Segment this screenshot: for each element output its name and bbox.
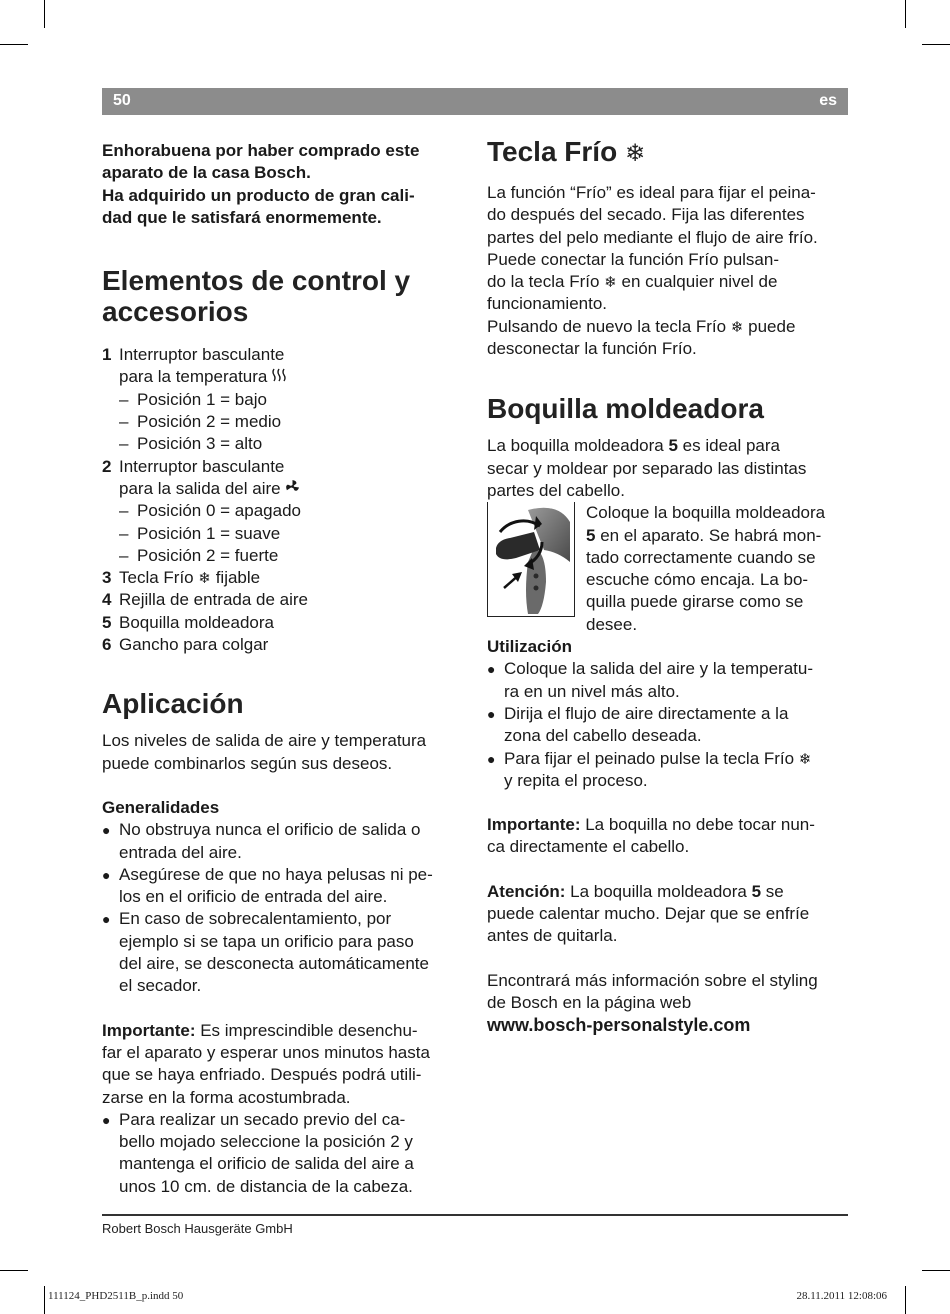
- intro-line: Ha adquirido un producto de gran cali-: [102, 185, 415, 205]
- text-line: mantenga el orificio de salida del aire a: [119, 1154, 414, 1174]
- crop-mark: [905, 0, 906, 28]
- heat-icon: [272, 367, 286, 385]
- boquilla-heading: Boquilla moldeadora: [487, 393, 764, 425]
- text-line: La función “Frío” es ideal para fijar el peina-: [487, 183, 816, 202]
- text-line: secar y moldear por separado las distintas: [487, 458, 807, 478]
- text-line: antes de quitarla.: [487, 926, 618, 946]
- utilizacion-heading: Utilización: [487, 637, 573, 657]
- text-line: Coloque la boquilla moldeadora: [586, 503, 826, 523]
- text-line: desee.: [586, 614, 638, 634]
- footer-rule: [102, 1214, 848, 1216]
- snowflake-icon: ❄: [624, 140, 646, 167]
- text-line: escuche cómo encaja. La bo-: [586, 570, 809, 590]
- list-item: [102, 1109, 462, 1198]
- intro-line: aparato de la casa Bosch.: [102, 163, 311, 183]
- text-line: zona del cabello deseada.: [504, 726, 702, 746]
- text-line: es ideal para: [677, 436, 781, 456]
- list-item: [102, 344, 462, 455]
- page-header-bar: [102, 88, 848, 115]
- website-link[interactable]: www.bosch-personalstyle.com: [487, 1015, 751, 1036]
- position-item: – Posición 1 = suave: [119, 523, 462, 545]
- importante-paragraph: [102, 1020, 462, 1109]
- text-line: del aire, se desconecta automáticamente: [119, 954, 429, 974]
- text-line: puede: [743, 316, 796, 336]
- fan-icon: [285, 479, 300, 497]
- info-paragraph: [487, 970, 847, 1038]
- tecla-frio-heading: [487, 136, 847, 169]
- list-item: [102, 567, 462, 589]
- text-line: unos 10 cm. de distancia de la cabeza.: [119, 1176, 413, 1196]
- item-text: Interruptor basculante: [119, 345, 285, 365]
- utilizacion-list: [487, 658, 847, 792]
- item-text: para la temperatura: [119, 367, 268, 387]
- aplicacion-heading: Aplicación: [102, 688, 244, 720]
- list-item: [487, 748, 847, 793]
- snowflake-icon: ❄: [798, 750, 812, 768]
- text-line: Asegúrese de que no haya pelusas ni pe-: [119, 864, 433, 884]
- item-text: Tecla Frío: [119, 568, 194, 588]
- crop-mark: [922, 1270, 950, 1271]
- heading-line: accesorios: [102, 296, 249, 328]
- generalidades-list: [102, 819, 462, 997]
- text-line: Dirija el flujo de aire directamente a la: [504, 703, 789, 723]
- text-line: No obstruya nunca el orificio de salida o: [119, 820, 421, 840]
- intro-line: Enhorabuena por haber comprado este: [102, 141, 420, 160]
- part-number: 5: [668, 436, 678, 456]
- position-item: – Posición 3 = alto: [119, 433, 462, 455]
- list-item: [102, 908, 462, 997]
- text-line: y repita el proceso.: [504, 770, 648, 790]
- text-line: Coloque la salida del aire y la temperatu-: [504, 659, 814, 679]
- list-item: [102, 589, 462, 611]
- crop-mark: [922, 44, 950, 45]
- text-line: do la tecla Frío: [487, 272, 600, 292]
- crop-mark: [44, 0, 45, 28]
- text-line: puede calentar mucho. Dejar que se enfríe: [487, 904, 810, 924]
- item-number: 2: [102, 456, 112, 476]
- aplicacion-paragraph: [102, 730, 462, 775]
- secado-list: [102, 1109, 462, 1198]
- text-line: los en el orificio de entrada del aire.: [119, 887, 388, 907]
- item-number: 6: [102, 635, 112, 655]
- boquilla-figure-block: [487, 502, 847, 636]
- list-item: [102, 612, 462, 634]
- controls-heading: [102, 265, 462, 327]
- list-item: [102, 456, 462, 567]
- text-line: se: [761, 881, 784, 901]
- text-line: el secador.: [119, 976, 202, 996]
- text-line: tado correctamente cuando se: [586, 547, 816, 567]
- position-item: – Posición 1 = bajo: [119, 389, 462, 411]
- text-line: zarse en la forma acostumbrada.: [102, 1087, 351, 1107]
- crop-mark: [905, 1286, 906, 1314]
- snowflake-icon: ❄: [198, 570, 211, 588]
- text-line: entrada del aire.: [119, 842, 242, 862]
- text-line: que se haya enfriado. Después podrá utili-: [102, 1065, 422, 1085]
- print-slug-file: 111124_PHD2511B_p.indd 50: [48, 1290, 184, 1302]
- text-line: en cualquier nivel de: [616, 272, 778, 292]
- text-line: en el aparato. Se habrá mon-: [595, 525, 822, 545]
- item-number: 3: [102, 568, 112, 588]
- snowflake-icon: ❄: [604, 274, 617, 292]
- position-item: – Posición 2 = medio: [119, 411, 462, 433]
- intro-line: dad que le satisfará enormemente.: [102, 207, 382, 227]
- text-line: ra en un nivel más alto.: [504, 681, 680, 701]
- text-line: de Bosch en la página web: [487, 992, 692, 1012]
- list-item: [487, 658, 847, 703]
- importante-label: Importante:: [487, 815, 581, 835]
- text-line: ejemplo si se tapa un orificio para paso: [119, 931, 414, 951]
- tecla-paragraph: [487, 182, 847, 360]
- position-item: – Posición 2 = fuerte: [119, 545, 462, 567]
- item-text: Gancho para colgar: [119, 635, 269, 655]
- position-list: [119, 500, 462, 567]
- atencion-paragraph: [487, 881, 847, 948]
- intro-paragraph: [102, 140, 462, 229]
- footer-company: Robert Bosch Hausgeräte GmbH: [102, 1221, 293, 1236]
- text-line: Para realizar un secado previo del ca-: [119, 1109, 406, 1129]
- text-line: partes del cabello.: [487, 480, 625, 500]
- item-text: Interruptor basculante: [119, 456, 285, 476]
- right-column: [487, 136, 847, 1038]
- part-number: 5: [751, 881, 762, 901]
- position-item: – Posición 0 = apagado: [119, 500, 462, 522]
- text-line: Los niveles de salida de aire y temperatura: [102, 731, 427, 751]
- text-line: Pulsando de nuevo la tecla Frío: [487, 316, 727, 336]
- item-text: para la salida del aire: [119, 478, 281, 498]
- generalidades-heading: Generalidades: [102, 797, 220, 817]
- list-item: [102, 864, 462, 909]
- item-number: 4: [102, 590, 112, 610]
- text-line: Para fijar el peinado pulse la tecla Frío: [504, 748, 795, 768]
- part-number: 5: [586, 525, 596, 545]
- item-text: fijable: [215, 568, 261, 588]
- text-line: quilla puede girarse como se: [586, 592, 804, 612]
- item-number: 1: [102, 345, 112, 365]
- item-text: Boquilla moldeadora: [119, 612, 274, 632]
- text-line: bello mojado seleccione la posición 2 y: [119, 1132, 413, 1152]
- importante-paragraph: [487, 814, 847, 859]
- page-number: 50: [113, 92, 131, 109]
- position-list: [119, 389, 462, 456]
- crop-mark: [0, 1270, 28, 1271]
- text-line: La boquilla moldeadora: [565, 881, 752, 901]
- nozzle-illustration: [487, 502, 575, 617]
- item-text: Rejilla de entrada de aire: [119, 590, 309, 610]
- heading-text: Tecla Frío: [487, 136, 618, 167]
- text-line: desconectar la función Frío.: [487, 339, 697, 359]
- text-line: do después del secado. Fija las diferentes: [487, 205, 805, 225]
- item-number: 5: [102, 612, 112, 632]
- left-column: [102, 140, 462, 1198]
- text-line: Puede conectar la función Frío pulsan-: [487, 249, 780, 269]
- list-item: [102, 634, 462, 656]
- text-line: puede combinarlos según sus deseos.: [102, 753, 393, 773]
- crop-mark: [44, 1286, 45, 1314]
- text-line: La boquilla no debe tocar nun-: [580, 815, 815, 835]
- language-code: es: [819, 92, 837, 109]
- importante-label: Importante:: [102, 1020, 196, 1040]
- text-line: ca directamente el cabello.: [487, 837, 690, 857]
- text-line: partes del pelo mediante el flujo de aire frío.: [487, 227, 818, 247]
- heading-line: Elementos de control y: [102, 265, 411, 297]
- text-line: La boquilla moldeadora: [487, 436, 669, 456]
- list-item: [102, 819, 462, 864]
- text-line: funcionamiento.: [487, 294, 608, 314]
- list-item: [487, 703, 847, 748]
- text-line: far el aparato y esperar unos minutos hasta: [102, 1042, 430, 1062]
- crop-mark: [0, 44, 28, 45]
- print-slug-date: 28.11.2011 12:08:06: [796, 1290, 887, 1302]
- controls-list: [102, 344, 462, 656]
- boquilla-intro: [487, 435, 847, 502]
- atencion-label: Atención:: [487, 881, 566, 901]
- text-line: Encontrará más información sobre el styling: [487, 970, 818, 990]
- text-line: En caso de sobrecalentamiento, por: [119, 909, 392, 929]
- text-line: Es imprescindible desenchu-: [195, 1020, 418, 1040]
- snowflake-icon: ❄: [730, 318, 744, 336]
